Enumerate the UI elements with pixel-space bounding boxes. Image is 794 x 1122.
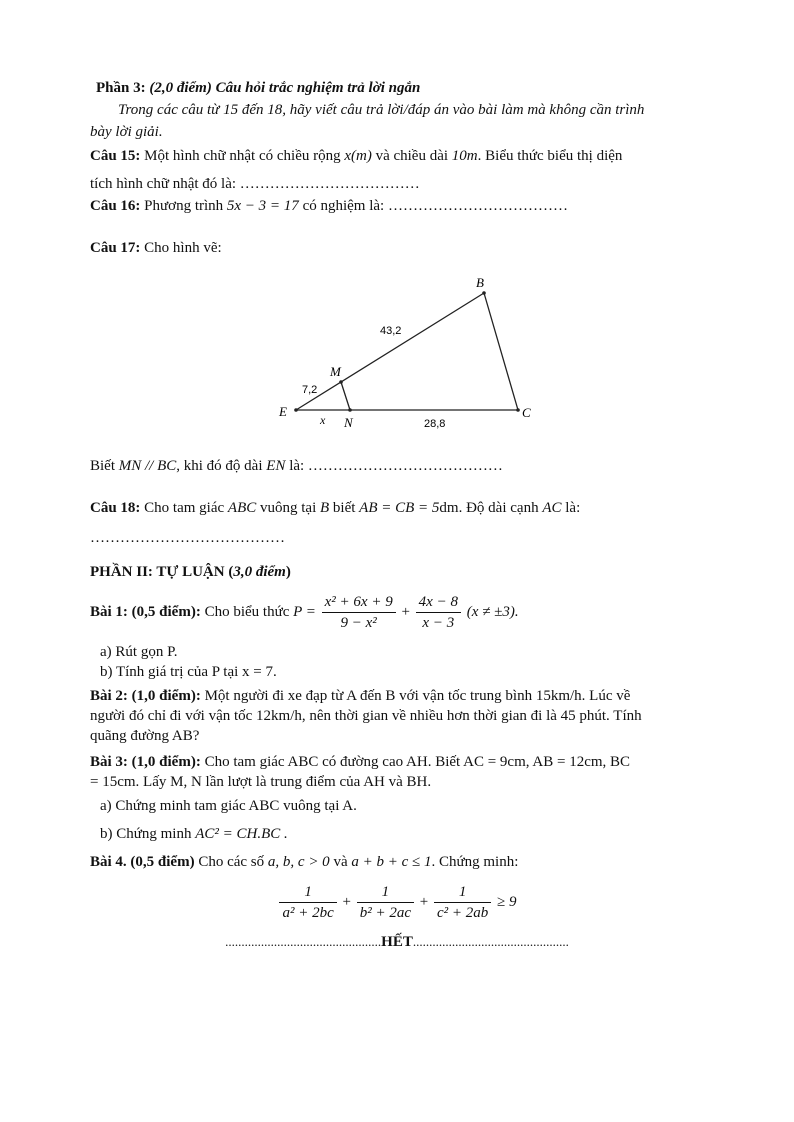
- bai2-line3: quãng đường AB?: [90, 728, 200, 744]
- segment-EB: [296, 293, 484, 410]
- fraction-1: $\frac{\text{x² + 6x + 9}}{\text{9 − x²}}$: [322, 592, 396, 633]
- label-B: B: [476, 275, 484, 290]
- length-NC: 28,8: [424, 418, 446, 430]
- point-N: [348, 408, 352, 412]
- bai3-line2: = 15cm. Lấy M, N lần lượt là trung điểm của AH và BH.: [90, 774, 432, 790]
- bai4-inequality: $\frac{1}{\text{a² + 2bc}}$ + $\frac{1}{\text{b² + 2ac}}$ + $\frac{1}{\text{c² + 2ab}}$ ≥ 9: [0, 880, 794, 924]
- point-E: [294, 408, 298, 412]
- question-17-prompt: Biết MN // BC, khi đó độ dài EN là: …………………………………: [90, 458, 503, 474]
- question-18-answer-dots: …………………………………: [90, 530, 285, 546]
- bai3: Bài 3: (1,0 điểm): Cho tam giác ABC có đường cao AH. Biết AC = 9cm, AB = 12cm, BC: [90, 754, 631, 770]
- question-15: Câu 15: Một hình chữ nhật có chiều rộng x(m) và chiều dài 10m. Biểu thức biểu thị diện: [90, 148, 623, 164]
- label-E: E: [279, 404, 287, 419]
- triangle-figure: [0, 270, 794, 450]
- bai2-line2: người đó chỉ đi với vận tốc 12km/h, nên thời gian về nhiều hơn thời gian đi là 45 phút. Tính: [90, 708, 642, 724]
- bai1-a: a) Rút gọn P.: [100, 644, 178, 660]
- bai3-a: a) Chứng minh tam giác ABC vuông tại A.: [100, 798, 357, 814]
- point-C: [516, 408, 520, 412]
- bai1: Bài 1: (0,5 điểm): Cho biểu thức P = $\frac{\text{x² + 6x + 9}}{\text{9 − x²}}$ + $\frac{4x - 8}{x - 3}$ (x ≠ ±3).: [90, 594, 519, 632]
- question-15-line2: tích hình chữ nhật đó là: ………………………………: [90, 176, 420, 192]
- question-17: Câu 17: Cho hình vẽ:: [90, 240, 222, 256]
- part2-title: PHẦN II: TỰ LUẬN (3,0 điểm): [90, 564, 291, 580]
- label-x: x: [320, 413, 326, 427]
- bai1-b: b) Tính giá trị của P tại x = 7.: [100, 664, 277, 680]
- question-18: Câu 18: Cho tam giác ABC vuông tại B biết AB = CB = 5dm. Độ dài cạnh AC là:: [90, 500, 581, 516]
- segment-MN: [341, 382, 350, 410]
- segment-BC: [484, 293, 518, 410]
- part3-instruction-1: Trong các câu từ 15 đến 18, hãy viết câu trả lời/đáp án vào bài làm mà không cần trình: [118, 102, 645, 118]
- length-MB: 43,2: [380, 325, 402, 337]
- bai4: Bài 4. (0,5 điểm) Cho các số a, b, c > 0 và a + b + c ≤ 1. Chứng minh:: [90, 854, 519, 870]
- part3-title: Phần 3: (2,0 điểm) Câu hỏi trắc nghiệm trả lời ngắn: [96, 80, 421, 96]
- inequality-fraction-3: $\frac{1}{\text{c² + 2ab}}$: [434, 882, 491, 923]
- label-C: C: [522, 405, 531, 420]
- bai3-b: b) Chứng minh AC² = CH.BC .: [100, 826, 288, 842]
- point-B: [482, 291, 486, 295]
- label-M: M: [330, 364, 341, 379]
- question-16: Câu 16: Phương trình 5x − 3 = 17 có nghiệm là: ………………………………: [90, 198, 568, 214]
- label-N: N: [344, 415, 353, 430]
- bai2: Bài 2: (1,0 điểm): Một người đi xe đạp từ A đến B với vận tốc trung bình 15km/h. Lúc về: [90, 688, 631, 704]
- fraction-2: $\frac{4x - 8}{x - 3}$: [416, 592, 461, 633]
- part3-instruction-2: bày lời giải.: [90, 124, 163, 140]
- end-marker: ................................................HẾT................................................: [225, 934, 569, 950]
- inequality-fraction-2: $\frac{1}{\text{b² + 2ac}}$: [357, 882, 414, 923]
- inequality-fraction-1: $\frac{1}{\text{a² + 2bc}}$: [279, 882, 336, 923]
- length-EM: 7,2: [302, 384, 318, 396]
- point-M: [339, 380, 343, 384]
